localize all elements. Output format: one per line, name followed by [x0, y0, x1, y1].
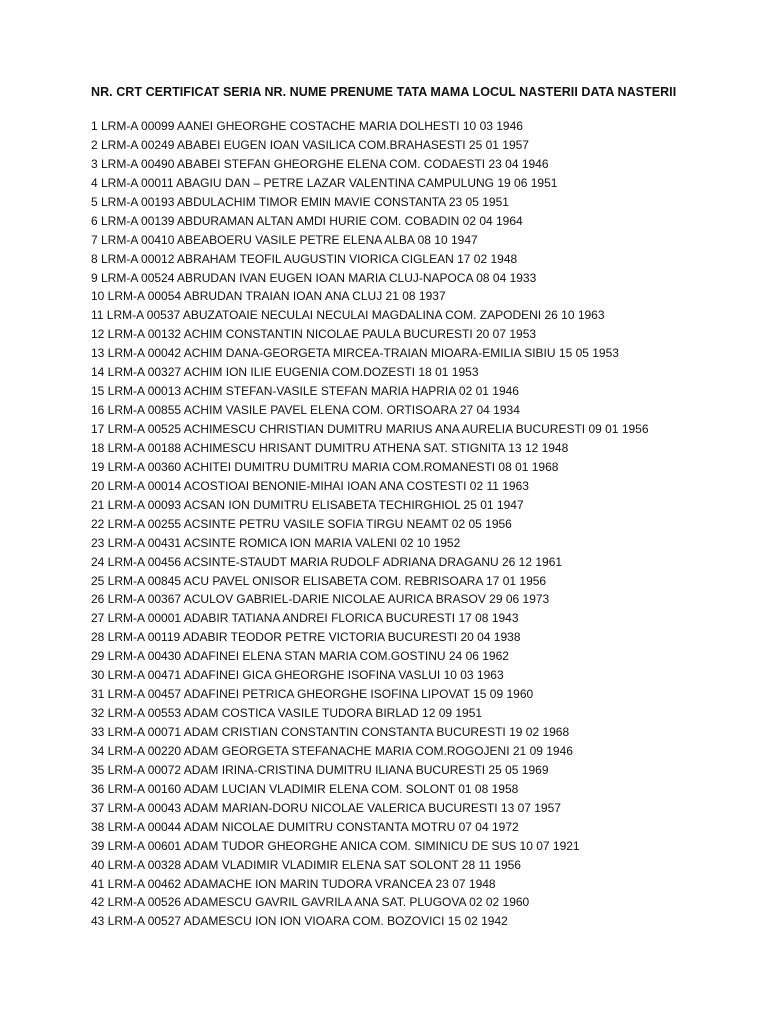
record-row: 25 LRM-A 00845 ACU PAVEL ONISOR ELISABETA COM. REBRISOARA 17 01 1956: [91, 573, 547, 588]
record-row: 37 LRM-A 00043 ADAM MARIAN-DORU NICOLAE VALERICA BUCURESTI 13 07 1957: [91, 800, 561, 815]
record-row: 39 LRM-A 00601 ADAM TUDOR GHEORGHE ANICA COM. SIMINICU DE SUS 10 07 1921: [91, 838, 580, 853]
record-row: 12 LRM-A 00132 ACHIM CONSTANTIN NICOLAE PAULA BUCURESTI 20 07 1953: [91, 327, 537, 342]
record-row: 13 LRM-A 00042 ACHIM DANA-GEORGETA MIRCEA-TRAIAN MIOARA-EMILIA SIBIU 15 05 1953: [91, 346, 619, 361]
record-row: 43 LRM-A 00527 ADAMESCU ION ION VIOARA COM. BOZOVICI 15 02 1942: [91, 914, 508, 929]
record-row: 42 LRM-A 00526 ADAMESCU GAVRIL GAVRILA ANA SAT. PLUGOVA 02 02 1960: [91, 895, 530, 910]
record-row: 22 LRM-A 00255 ACSINTE PETRU VASILE SOFIA TIRGU NEAMT 02 05 1956: [91, 516, 512, 531]
record-row: 33 LRM-A 00071 ADAM CRISTIAN CONSTANTIN CONSTANTA BUCURESTI 19 02 1968: [91, 725, 570, 739]
record-row: 9 LRM-A 00524 ABRUDAN IVAN EUGEN IOAN MARIA CLUJ-NAPOCA 08 04 1933: [91, 270, 537, 285]
record-row: 34 LRM-A 00220 ADAM GEORGETA STEFANACHE MARIA COM.ROGOJENI 21 09 1946: [91, 743, 573, 758]
record-row: 32 LRM-A 00553 ADAM COSTICA VASILE TUDORA BIRLAD 12 09 1951: [91, 706, 483, 721]
record-row: 29 LRM-A 00430 ADAFINEI ELENA STAN MARIA COM.GOSTINU 24 06 1962: [91, 649, 509, 664]
record-row: 38 LRM-A 00044 ADAM NICOLAE DUMITRU CONSTANTA MOTRU 07 04 1972: [91, 819, 519, 834]
record-row: 41 LRM-A 00462 ADAMACHE ION MARIN TUDORA VRANCEA 23 07 1948: [91, 876, 496, 891]
record-row: 31 LRM-A 00457 ADAFINEI PETRICA GHEORGHE ISOFINA LIPOVAT 15 09 1960: [91, 687, 534, 702]
record-row: 14 LRM-A 00327 ACHIM ION ILIE EUGENIA COM.DOZESTI 18 01 1953: [91, 365, 479, 380]
record-row: 18 LRM-A 00188 ACHIMESCU HRISANT DUMITRU ATHENA SAT. STIGNITA 13 12 1948: [91, 440, 569, 455]
record-row: 21 LRM-A 00093 ACSAN ION DUMITRU ELISABETA TECHIRGHIOL 25 01 1947: [91, 497, 524, 512]
record-row: 24 LRM-A 00456 ACSINTE-STAUDT MARIA RUDOLF ADRIANA DRAGANU 26 12 1961: [91, 554, 563, 569]
record-row: 40 LRM-A 00328 ADAM VLADIMIR VLADIMIR ELENA SAT SOLONT 28 11 1956: [91, 857, 521, 872]
record-row: 19 LRM-A 00360 ACHITEI DUMITRU DUMITRU MARIA COM.ROMANESTI 08 01 1968: [91, 459, 559, 474]
record-row: 17 LRM-A 00525 ACHIMESCU CHRISTIAN DUMITRU MARIUS ANA AURELIA BUCURESTI 09 01 1956: [91, 422, 649, 436]
record-row: 5 LRM-A 00193 ABDULACHIM TIMOR EMIN MAVIE CONSTANTA 23 05 1951: [91, 194, 509, 209]
record-list: [91, 117, 649, 931]
record-row: 4 LRM-A 00011 ABAGIU DAN – PETRE LAZAR VALENTINA CAMPULUNG 19 06 1951: [91, 175, 558, 190]
record-row: 28 LRM-A 00119 ADABIR TEODOR PETRE VICTORIA BUCURESTI 20 04 1938: [91, 630, 521, 645]
record-row: 2 LRM-A 00249 ABABEI EUGEN IOAN VASILICA COM.BRAHASESTI 25 01 1957: [91, 137, 529, 152]
record-row: 10 LRM-A 00054 ABRUDAN TRAIAN IOAN ANA CLUJ 21 08 1937: [91, 289, 446, 304]
record-row: 3 LRM-A 00490 ABABEI STEFAN GHEORGHE ELENA COM. CODAESTI 23 04 1946: [91, 156, 549, 171]
record-row: 36 LRM-A 00160 ADAM LUCIAN VLADIMIR ELENA COM. SOLONT 01 08 1958: [91, 781, 519, 796]
record-row: 26 LRM-A 00367 ACULOV GABRIEL-DARIE NICOLAE AURICA BRASOV 29 06 1973: [91, 592, 550, 607]
record-row: 1 LRM-A 00099 AANEI GHEORGHE COSTACHE MARIA DOLHESTI 10 03 1946: [91, 119, 523, 133]
record-row: 11 LRM-A 00537 ABUZATOAIE NECULAI NECULAI MAGDALINA COM. ZAPODENI 26 10 1963: [91, 308, 605, 323]
table-header: NR. CRT CERTIFICAT SERIA NR. NUME PRENUME TATA MAMA LOCUL NASTERII DATA NASTERII: [91, 85, 677, 99]
record-row: 7 LRM-A 00410 ABEABOERU VASILE PETRE ELENA ALBA 08 10 1947: [91, 232, 478, 247]
record-row: 15 LRM-A 00013 ACHIM STEFAN-VASILE STEFAN MARIA HAPRIA 02 01 1946: [91, 384, 519, 399]
record-row: 27 LRM-A 00001 ADABIR TATIANA ANDREI FLORICA BUCURESTI 17 08 1943: [91, 611, 519, 626]
record-row: 35 LRM-A 00072 ADAM IRINA-CRISTINA DUMITRU ILIANA BUCURESTI 25 05 1969: [91, 762, 549, 777]
record-row: 8 LRM-A 00012 ABRAHAM TEOFIL AUGUSTIN VIORICA CIGLEAN 17 02 1948: [91, 251, 518, 266]
record-row: 16 LRM-A 00855 ACHIM VASILE PAVEL ELENA COM. ORTISOARA 27 04 1934: [91, 403, 520, 418]
record-row: 6 LRM-A 00139 ABDURAMAN ALTAN AMDI HURIE COM. COBADIN 02 04 1964: [91, 213, 523, 228]
record-row: 20 LRM-A 00014 ACOSTIOAI BENONIE-MIHAI IOAN ANA COSTESTI 02 11 1963: [91, 478, 529, 493]
record-row: 23 LRM-A 00431 ACSINTE ROMICA ION MARIA VALENI 02 10 1952: [91, 535, 461, 550]
record-row: 30 LRM-A 00471 ADAFINEI GICA GHEORGHE ISOFINA VASLUI 10 03 1963: [91, 668, 504, 683]
